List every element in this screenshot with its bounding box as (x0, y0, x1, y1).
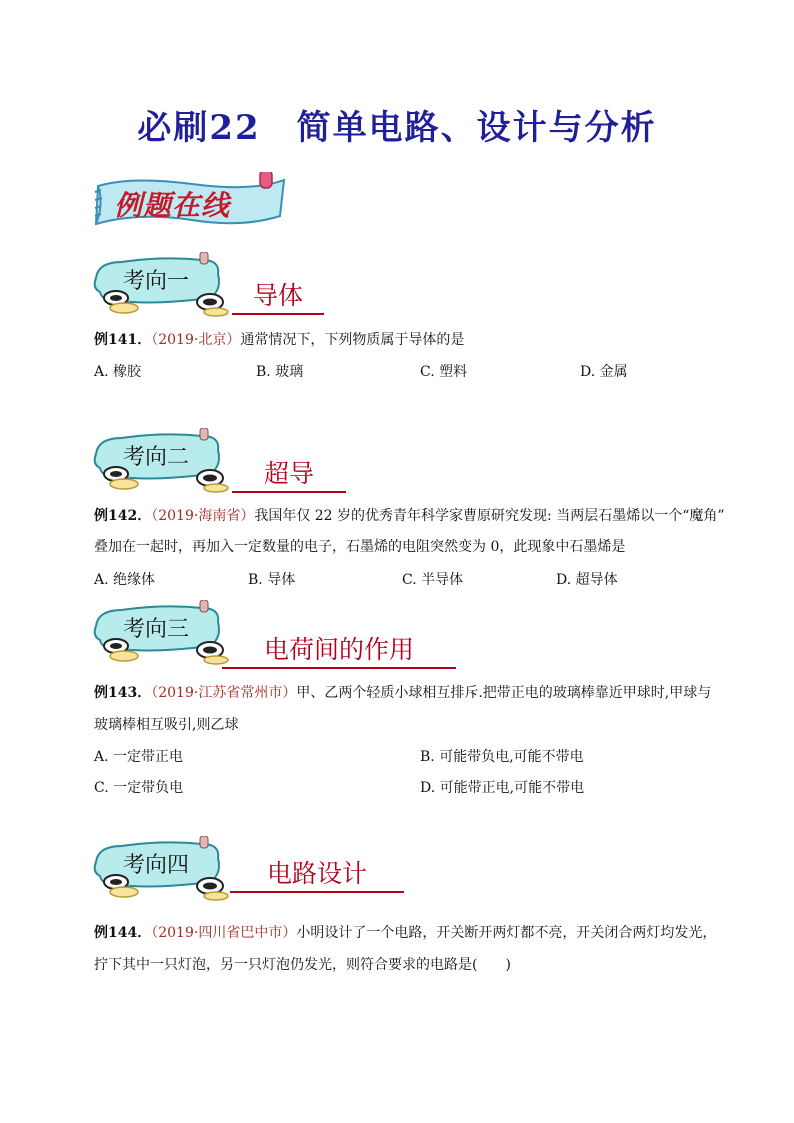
section-topic-3: 电荷间的作用 (222, 634, 456, 669)
option-d: D. 可能带正电,可能不带电 (420, 780, 585, 796)
example-number: 例142． (94, 508, 152, 524)
example-text: 我国年仅 22 岁的优秀青年科学家曹原研究发现: 当两层石墨烯以一个“魔角” (254, 508, 725, 524)
option-c: C. 半导体 (402, 572, 464, 588)
section-badge-label: 考向四 (122, 853, 189, 878)
option-c: C. 一定带负电 (94, 780, 184, 796)
example-source: （2019·江苏省常州市） (151, 685, 297, 701)
section-badge-label: 考向一 (122, 269, 189, 294)
example-144-line2: 拧下其中一只灯泡，另一只灯泡仍发光，则符合要求的电路是( ) (94, 957, 511, 973)
section-badge-4 (92, 836, 242, 902)
example-online-banner (92, 172, 292, 232)
example-number: 例143． (94, 685, 152, 701)
example-text: 甲、乙两个轻质小球相互排斥.把带正电的玻璃棒靠近甲球时,甲球与 (296, 685, 712, 701)
example-source: （2019·四川省巴中市） (151, 925, 297, 941)
section-badge-2 (92, 428, 242, 494)
option-c: C. 塑料 (420, 364, 468, 380)
page-title: 必刷22 简单电路、设计与分析 (137, 108, 657, 148)
option-d: D. 金属 (580, 364, 628, 380)
example-text: 通常情况下，下列物质属于导体的是 (240, 332, 465, 348)
example-text: 小明设计了一个电路，开关断开两灯都不亮，开关闭合两灯均发光， (296, 925, 717, 941)
example-142 (94, 506, 725, 526)
example-143 (94, 683, 711, 703)
section-badge-label: 考向二 (122, 445, 189, 470)
option-a: A. 一定带正电 (94, 749, 184, 765)
section-badge-1 (92, 252, 242, 318)
option-b: B. 可能带负电,可能不带电 (420, 749, 584, 765)
example-source: （2019·海南省） (151, 508, 255, 524)
example-number: 例144． (94, 925, 152, 941)
option-d: D. 超导体 (556, 572, 618, 588)
section-badge-3 (92, 600, 242, 666)
example-source: （2019·北京） (151, 332, 241, 348)
section-topic-2: 超导 (232, 458, 346, 493)
section-topic-1: 导体 (232, 280, 324, 315)
example-143-line2: 玻璃棒相互吸引,则乙球 (94, 717, 239, 733)
option-b: B. 导体 (248, 572, 296, 588)
example-142-line2: 叠加在一起时，再加入一定数量的电子，石墨烯的电阻突然变为 0，此现象中石墨烯是 (94, 539, 626, 555)
option-a: A. 绝缘体 (94, 572, 156, 588)
section-topic-4: 电路设计 (230, 858, 404, 893)
option-b: B. 玻璃 (256, 364, 304, 380)
example-number: 例141． (94, 332, 152, 348)
example-144 (94, 923, 716, 943)
example-141 (94, 330, 464, 350)
option-a: A. 橡胶 (94, 364, 142, 380)
section-badge-label: 考向三 (122, 617, 189, 642)
banner-text: 例题在线 (114, 189, 231, 222)
